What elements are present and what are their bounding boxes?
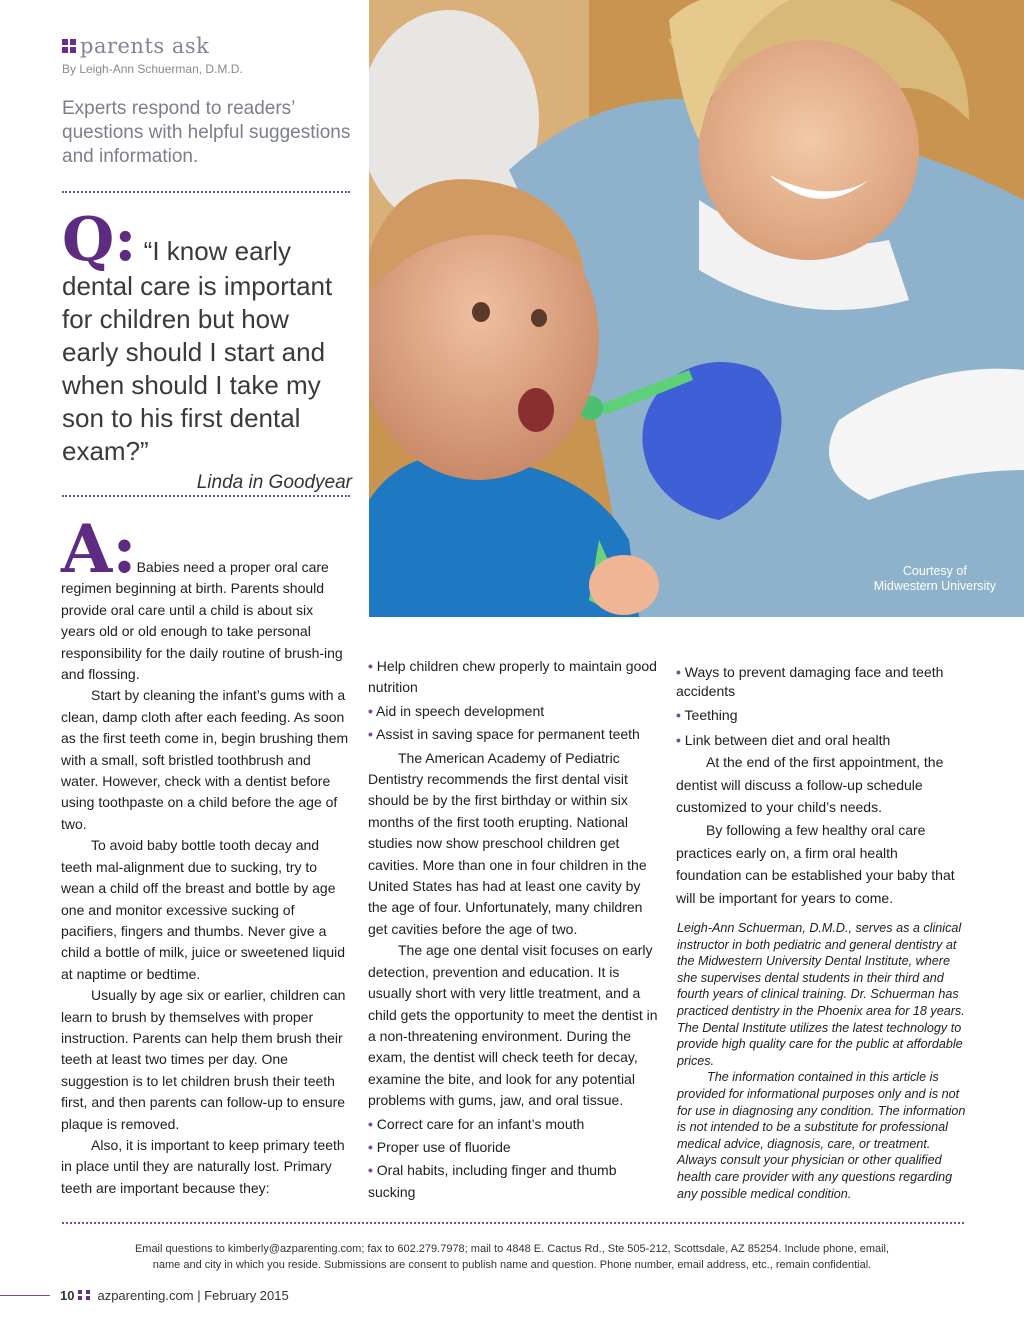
article-header (62, 34, 352, 169)
list-item: • Link between diet and oral health (676, 731, 891, 748)
grid-squares-icon (78, 1290, 92, 1300)
photo-caption (874, 564, 996, 594)
note-line: name and city in which you reside. Submissions are consent to publish name and question. Phone number, email address, etc., remain confidential. (152, 1259, 872, 1271)
paragraph: The American Academy of Pediatric Dentistry recommends the first dental visit should be by the first birthday or within six months of the first tooth erupting. National studies now show preschool children get cavities. More than one in four children in the United States has had at least one cavity by the age of four. Unfortunately, many children get cavities before the age of two. (368, 749, 647, 937)
q-letter: Q: (62, 205, 137, 275)
note-line: Email questions to kimberly@azparenting.com; fax to 602.279.7978; mail to 4848 E. Cactus Rd., Ste 505-212, Scottsdale, AZ 85254. Include phone, email, (134, 1243, 890, 1255)
caption-line: Courtesy of (902, 564, 967, 578)
paragraph: Also, it is important to keep primary teeth in place until they are naturally lost. Primary teeth are important because they: (61, 1136, 345, 1196)
divider (62, 495, 350, 497)
paragraph: The age one dental visit focuses on early detection, prevention and education. It is usually short with very little treatment, and a child gets the opportunity to meet the dentist in a non-threatening environment. During the exam, the dentist will check teeth for decay, examine the bite, and look for any potential problems with gums, jaw, and oral tissue. (368, 942, 658, 1109)
divider (62, 1222, 964, 1224)
paragraph: Start by cleaning the infant’s gums with a clean, damp cloth after each feeding. As soon as the first teeth come in, begin brushing them with a small, soft bristled toothbrush and water. However, check with a dentist before using toothpaste on a child before the age of two. (61, 687, 349, 832)
list-item: • Oral habits, including finger and thumb sucking (368, 1162, 617, 1200)
caption-line: Midwestern University (873, 579, 996, 593)
disclaimer-paragraph: The information contained in this article is provided for informational purposes only and is not for use in diagnosing any condition. The information is not intended to be a substitute for professional medical advice, diagnosis, care, or treatment. Always consult your physician or other qualified health care provider with any questions regarding any possible medical condition. (677, 1070, 966, 1201)
paragraph: Usually by age six or earlier, children can learn to brush by themselves with proper instruction. Parents can help them brush their teeth at least two times per day. One suggestion is to let children brush their teeth first, and then parents can follow-up to ensure plaque is removed. (61, 987, 346, 1132)
list-item: • Help children chew properly to maintain good nutrition (368, 658, 657, 696)
dentist-child-photo (369, 0, 1024, 617)
list-item: • Ways to prevent damaging face and teeth accidents (676, 664, 944, 699)
bio-paragraph: Leigh-Ann Schuerman, D.M.D., serves as a clinical instructor in both pediatric and general dentistry at the Midwestern University Dental Institute, where she supervises dental students in their third and fourth years of clinical training. Dr. Schuerman has practiced dentistry in the Phoenix area for 18 years. The Dental Institute utilizes the latest technology to provide high quality care for the public at affordable prices. (677, 921, 965, 1068)
section-title: parents ask (80, 34, 210, 58)
list-item: • Aid in speech development (368, 702, 545, 719)
intro-text: Experts respond to readers’ questions with helpful suggestions and information. (62, 98, 351, 167)
section-kicker (62, 34, 352, 58)
list-item: • Proper use of fluoride (368, 1138, 511, 1155)
question-signature: Linda in Goodyear (196, 472, 352, 493)
page-folio (0, 1286, 289, 1304)
list-item: • Correct care for an infant’s mouth (368, 1115, 585, 1132)
answer-column-1 (61, 510, 349, 1199)
paragraph: By following a few healthy oral care practices early on, a firm oral health foundation can be established your baby that will be important for years to come. (676, 821, 955, 906)
list-item: • Teething (676, 707, 738, 723)
site-and-date: azparenting.com | February 2015 (97, 1287, 289, 1303)
author-bio (677, 920, 967, 1202)
question-text: dental care is important for children but how early should I start and when should I take my son to his first dental exam?” (62, 271, 333, 466)
question-block (62, 205, 352, 494)
byline: By Leigh-Ann Schuerman, D.M.D. (62, 62, 243, 76)
grid-squares-icon (62, 39, 76, 53)
a-letter: A: (61, 510, 137, 588)
submission-note (60, 1241, 964, 1273)
divider (62, 191, 350, 193)
paragraph: To avoid baby bottle tooth decay and teeth mal-alignment due to sucking, try to wean a child off the breast and bottle by age one and monitor excessive sucking of pacifiers, fingers and thumbs. Never give a child a bottle of milk, juice or sweetened liquid at naptime or bedtime. (61, 837, 346, 982)
article-photo (369, 0, 1024, 617)
question-first-line: “I know early (143, 236, 292, 266)
list-item: • Assist in saving space for permanent teeth (368, 726, 640, 743)
paragraph: At the end of the first appointment, the dentist will discuss a follow-up schedule customized to your child’s needs. (676, 754, 944, 816)
answer-column-3 (676, 663, 966, 909)
paragraph: Babies need a proper oral care regimen beginning at birth. Parents should provide oral care until a child is about six years old or old enough to take personal responsibility for the daily routine of brush-ing and flossing. (61, 559, 343, 683)
folio-rule (0, 1295, 50, 1296)
page-number: 10 (60, 1287, 75, 1303)
answer-column-2 (368, 656, 658, 1203)
